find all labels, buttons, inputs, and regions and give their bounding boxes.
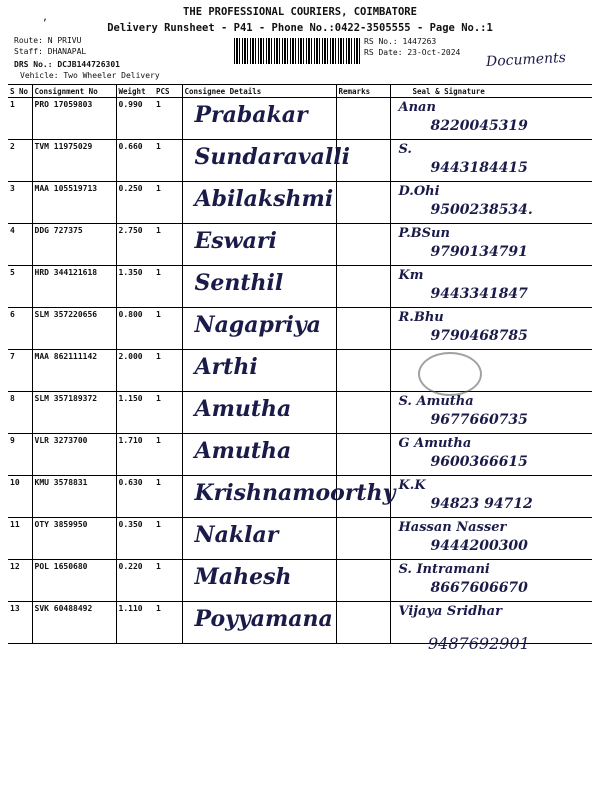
signature-handwritten: Anan: [398, 100, 436, 115]
table-row: [8, 560, 592, 602]
weight-cell: 0.800: [116, 308, 154, 350]
phone-handwritten: 9790468785: [430, 328, 528, 344]
seal-stamp: [418, 352, 482, 396]
consignee-name-handwritten: Nagapriya: [194, 312, 321, 338]
handwritten-documents-note: Documents: [485, 49, 567, 71]
consignee-cell: [182, 140, 350, 182]
comma-mark: ,: [42, 12, 49, 23]
table-row: [8, 266, 592, 308]
pcs-cell: 1: [154, 266, 182, 308]
pcs-cell: 1: [154, 98, 182, 140]
phone-handwritten: 9443341847: [430, 286, 528, 302]
pcs-cell: 1: [154, 434, 182, 476]
pcs-cell: 1: [154, 392, 182, 434]
phone-handwritten: 9500238534.: [430, 202, 533, 218]
consignment-no-cell: SVK 60488492: [32, 602, 116, 644]
table-row: [8, 518, 592, 560]
signature-cell: [390, 392, 592, 434]
consignee-cell: [182, 560, 336, 602]
runsheet-table: [8, 84, 592, 644]
signature-handwritten: Hassan Nasser: [398, 520, 507, 535]
pcs-cell: 1: [154, 560, 182, 602]
pcs-cell: 1: [154, 308, 182, 350]
consignee-name-handwritten: Mahesh: [194, 564, 292, 590]
col-weight: Weight: [116, 85, 154, 98]
consignment-no-cell: MAA 105519713: [32, 182, 116, 224]
table-row: [8, 182, 592, 224]
pcs-cell: 1: [154, 182, 182, 224]
weight-cell: 0.350: [116, 518, 154, 560]
table-row: [8, 224, 592, 266]
table-header-row: [8, 85, 592, 98]
signature-handwritten: Km: [398, 268, 424, 283]
consignee-cell: [182, 602, 336, 644]
consignee-name-handwritten: Naklar: [194, 522, 279, 548]
phone-handwritten: 9444200300: [430, 538, 528, 554]
signature-cell: [390, 98, 592, 140]
weight-cell: 0.630: [116, 476, 154, 518]
sno-cell: 13: [8, 602, 32, 644]
consignee-cell: [182, 392, 336, 434]
signature-handwritten: S.: [398, 142, 412, 157]
col-pcs: PCS: [154, 85, 182, 98]
remarks-cell: [336, 518, 390, 560]
signature-handwritten: P.BSun: [398, 226, 450, 241]
sno-cell: 11: [8, 518, 32, 560]
col-consignee: Consignee Details: [182, 85, 336, 98]
sno-cell: 1: [8, 98, 32, 140]
signature-handwritten: R.Bhu: [398, 310, 444, 325]
signature-cell: [390, 560, 592, 602]
consignment-no-cell: MAA 862111142: [32, 350, 116, 392]
consignee-cell: [182, 266, 336, 308]
table-row: [8, 350, 592, 392]
weight-cell: 0.250: [116, 182, 154, 224]
signature-cell: [390, 224, 592, 266]
sno-cell: 10: [8, 476, 32, 518]
barcode: [234, 38, 360, 64]
consignment-no-cell: SLM 357220656: [32, 308, 116, 350]
consignee-name-handwritten: Amutha: [194, 396, 292, 422]
runsheet-title: THE PROFESSIONAL COURIERS, COIMBATORE: [183, 6, 417, 18]
weight-cell: 2.000: [116, 350, 154, 392]
weight-cell: 1.110: [116, 602, 154, 644]
consignee-cell: [182, 98, 336, 140]
consignee-cell: [182, 434, 336, 476]
sno-cell: 5: [8, 266, 32, 308]
remarks-cell: [336, 350, 390, 392]
table-row: [8, 476, 592, 518]
pcs-cell: 1: [154, 350, 182, 392]
rs-number: RS No.: 1447263: [364, 37, 437, 46]
signature-cell: [390, 518, 592, 560]
signature-cell: [390, 308, 592, 350]
remarks-cell: [336, 434, 390, 476]
consignee-name-handwritten: Poyyamana: [194, 606, 333, 632]
sno-cell: 12: [8, 560, 32, 602]
table-row: [8, 434, 592, 476]
signature-handwritten: S. Intramani: [398, 562, 490, 577]
phone-handwritten: 9790134791: [430, 244, 528, 260]
phone-handwritten: 9600366615: [430, 454, 528, 470]
weight-cell: 1.150: [116, 392, 154, 434]
vehicle-label: Vehicle: Two Wheeler Delivery: [20, 71, 160, 80]
remarks-cell: [336, 266, 390, 308]
consignment-no-cell: KMU 3578831: [32, 476, 116, 518]
signature-cell: [390, 434, 592, 476]
consignment-no-cell: SLM 357189372: [32, 392, 116, 434]
sno-cell: 8: [8, 392, 32, 434]
consignment-no-cell: VLR 3273700: [32, 434, 116, 476]
consignee-cell: [182, 476, 396, 518]
table-row: [8, 98, 592, 140]
signature-handwritten: S. Amutha: [398, 394, 474, 409]
signature-handwritten: Vijaya Sridhar: [398, 604, 502, 619]
consignee-name-handwritten: Krishnamoorthy: [194, 480, 396, 506]
pcs-cell: 1: [154, 602, 182, 644]
remarks-cell: [336, 98, 390, 140]
phone-handwritten: 9443184415: [430, 160, 528, 176]
consignee-name-handwritten: Senthil: [194, 270, 284, 296]
consignee-name-handwritten: Eswari: [194, 228, 277, 254]
staff-label: Staff: DHANAPAL: [14, 47, 87, 56]
consignee-name-handwritten: Abilakshmi: [194, 186, 334, 212]
pcs-cell: 1: [154, 140, 182, 182]
weight-cell: 2.750: [116, 224, 154, 266]
signature-cell: [390, 476, 592, 518]
col-sno: S No: [8, 85, 32, 98]
phone-handwritten: 8667606670: [430, 580, 528, 596]
remarks-cell: [336, 602, 390, 644]
signature-handwritten: G Amutha: [398, 436, 472, 451]
weight-cell: 0.220: [116, 560, 154, 602]
consignee-cell: [182, 308, 336, 350]
runsheet-subtitle: Delivery Runsheet - P41 - Phone No.:0422-3505555 - Page No.:1: [107, 22, 493, 34]
phone-handwritten: 9677660735: [430, 412, 528, 428]
consignee-cell: [182, 182, 336, 224]
remarks-cell: [336, 392, 390, 434]
pcs-cell: 1: [154, 476, 182, 518]
phone-handwritten: 8220045319: [430, 118, 528, 134]
extra-phone-handwritten: 9487692901: [428, 634, 530, 653]
remarks-cell: [336, 182, 390, 224]
weight-cell: 0.660: [116, 140, 154, 182]
sno-cell: 7: [8, 350, 32, 392]
consignment-no-cell: PRO 17059803: [32, 98, 116, 140]
table-row: [8, 308, 592, 350]
consignment-no-cell: OTY 3859950: [32, 518, 116, 560]
weight-cell: 1.350: [116, 266, 154, 308]
col-seal-signature: Seal & Signature: [390, 85, 592, 98]
route-label: Route: N PRIVU: [14, 36, 82, 45]
pcs-cell: 1: [154, 518, 182, 560]
consignee-name-handwritten: Sundaravalli: [194, 144, 350, 170]
signature-handwritten: K.K: [398, 478, 426, 493]
sno-cell: 4: [8, 224, 32, 266]
consignment-no-cell: HRD 344121618: [32, 266, 116, 308]
table-row: [8, 140, 592, 182]
sno-cell: 6: [8, 308, 32, 350]
drs-number: DRS No.: DCJB144726301: [14, 60, 120, 69]
signature-cell: [390, 266, 592, 308]
col-remarks: Remarks: [336, 85, 390, 98]
table-row: [8, 392, 592, 434]
consignee-name-handwritten: Prabakar: [194, 102, 308, 128]
phone-handwritten: 94823 94712: [430, 496, 533, 512]
consignee-cell: [182, 224, 336, 266]
signature-handwritten: D.Ohi: [398, 184, 440, 199]
sno-cell: 3: [8, 182, 32, 224]
consignee-name-handwritten: Amutha: [194, 438, 292, 464]
weight-cell: 0.990: [116, 98, 154, 140]
signature-cell: [390, 140, 592, 182]
consignment-no-cell: POL 1650680: [32, 560, 116, 602]
consignee-name-handwritten: Arthi: [194, 354, 258, 380]
remarks-cell: [336, 308, 390, 350]
remarks-cell: [336, 224, 390, 266]
consignee-cell: [182, 518, 336, 560]
signature-cell: [390, 182, 592, 224]
sno-cell: 2: [8, 140, 32, 182]
weight-cell: 1.710: [116, 434, 154, 476]
remarks-cell: [336, 560, 390, 602]
sno-cell: 9: [8, 434, 32, 476]
consignee-cell: [182, 350, 336, 392]
col-consignment-no: Consignment No: [32, 85, 116, 98]
pcs-cell: 1: [154, 224, 182, 266]
rs-date: RS Date: 23-Oct-2024: [364, 48, 461, 57]
consignment-no-cell: TVM 11975029: [32, 140, 116, 182]
consignment-no-cell: DDG 727375: [32, 224, 116, 266]
